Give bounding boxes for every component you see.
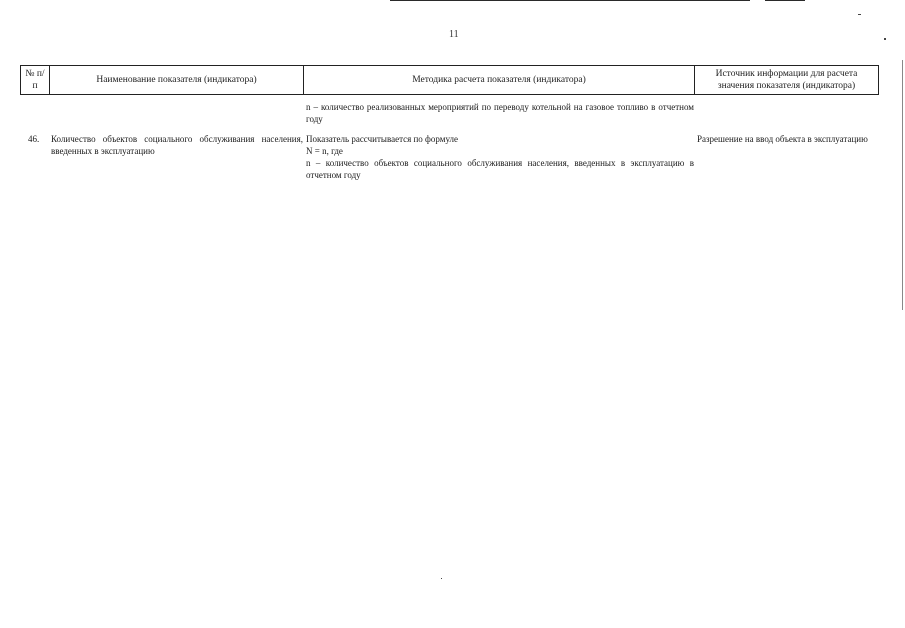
indicator-method bbox=[306, 133, 694, 181]
header-source: Источник информации для расчета значения показателя (индикатора) bbox=[715, 69, 858, 91]
header-num: № п/п bbox=[21, 66, 50, 94]
method-formula: N = n, где bbox=[306, 146, 343, 156]
indicator-name: Количество объектов социального обслуживания населения, введенных в эксплуатацию bbox=[51, 134, 303, 156]
scan-edge-line bbox=[390, 0, 750, 1]
method-line: n – количество объектов социального обслуживания населения, введенных в эксплуатацию в отчетном году bbox=[306, 158, 694, 180]
continuation-method-text: n – количество реализованных мероприятий по переводу котельной на газовое топливо в отчетном году bbox=[306, 102, 694, 124]
scan-speck bbox=[884, 38, 886, 40]
row-number: 46. bbox=[28, 134, 40, 144]
scan-edge-mark bbox=[765, 0, 805, 1]
page-number: 11 bbox=[449, 29, 459, 40]
table-header bbox=[20, 65, 879, 95]
header-name: Наименование показателя (индикатора) bbox=[50, 66, 304, 94]
indicator-source: Разрешение на ввод объекта в эксплуатацию bbox=[697, 134, 868, 144]
scan-right-edge bbox=[902, 60, 903, 310]
scan-speck bbox=[858, 14, 861, 15]
scan-speck bbox=[441, 578, 442, 579]
header-method: Методика расчета показателя (индикатора) bbox=[304, 66, 695, 94]
method-line: Показатель рассчитывается по формуле bbox=[306, 134, 459, 144]
